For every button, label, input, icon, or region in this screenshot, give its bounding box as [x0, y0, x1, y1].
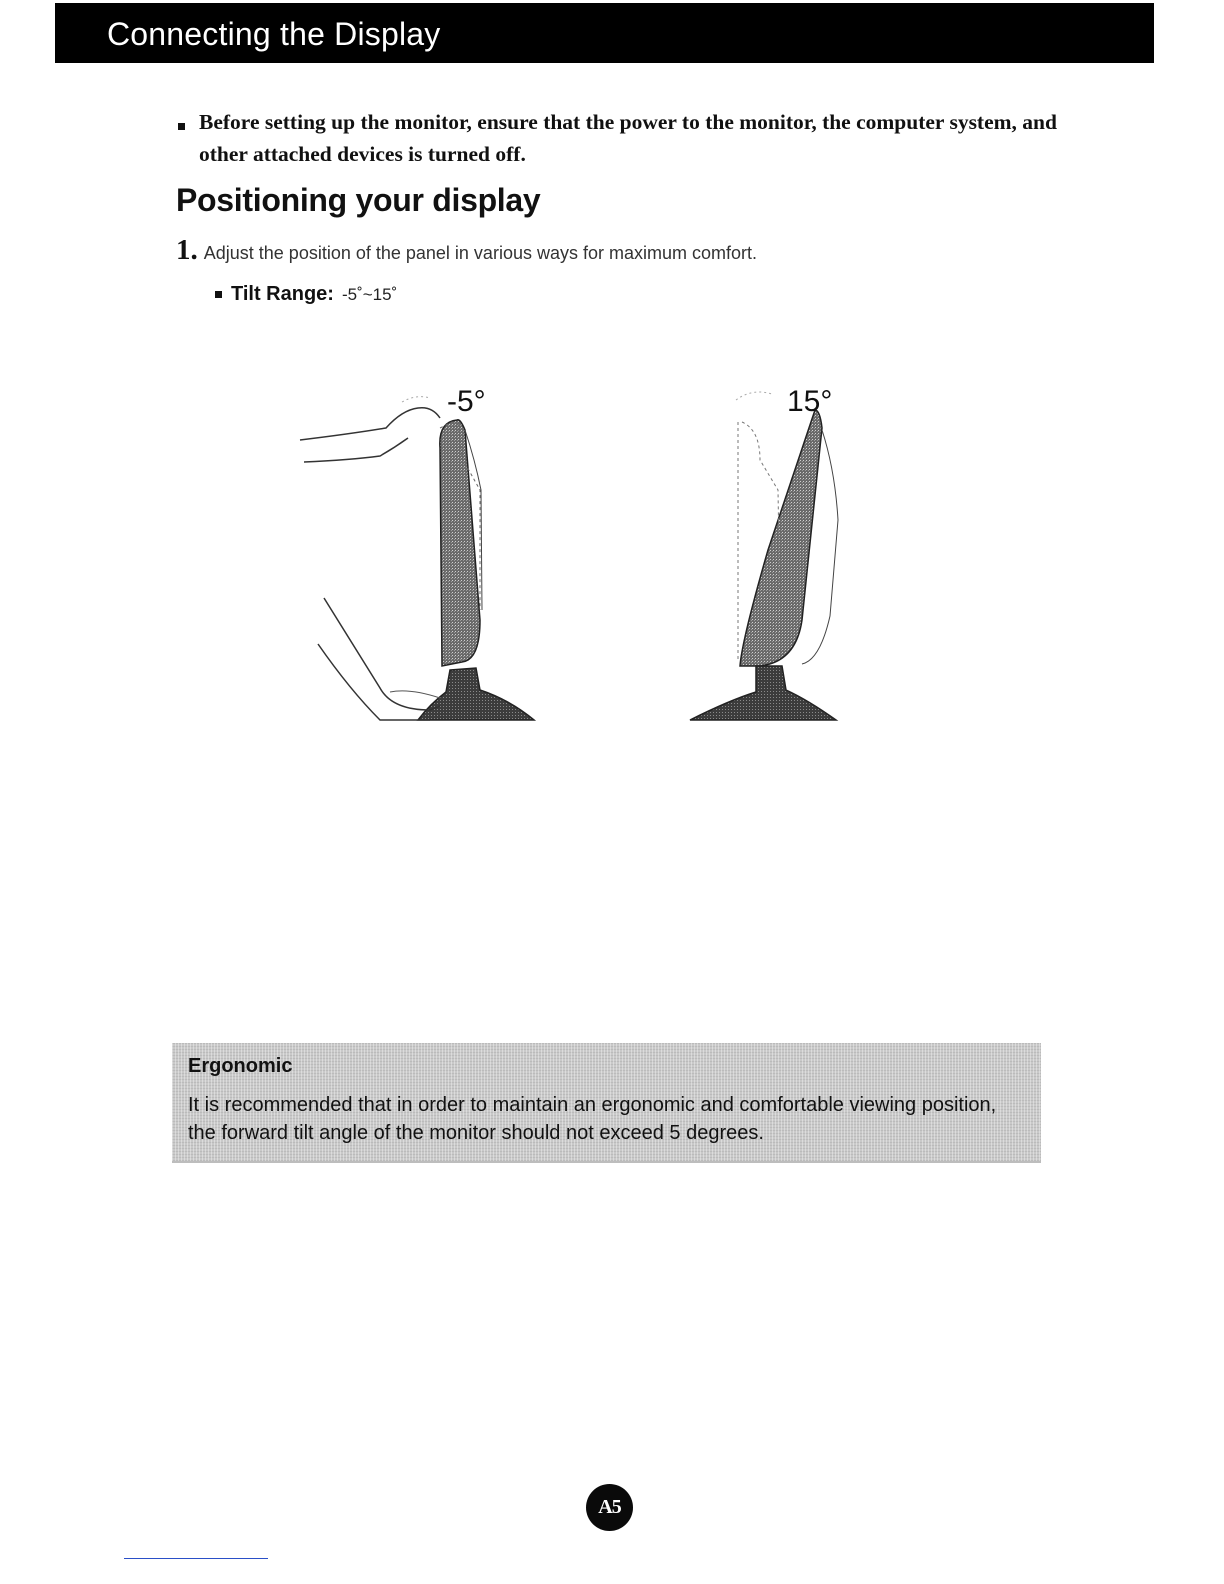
bullet-icon: [178, 123, 185, 130]
step-number: 1.: [176, 234, 198, 266]
tilt-range-label: Tilt Range:: [231, 283, 334, 305]
power-warning-text: Before setting up the monitor, ensure that the power to the monitor, the computer system, and other attached devices is turned off.: [199, 110, 1057, 166]
ergonomic-note: [172, 1043, 1041, 1163]
section-heading: Positioning your display: [176, 182, 541, 218]
page-number-badge: [586, 1484, 633, 1531]
step-text: Adjust the position of the panel in various ways for maximum comfort.: [203, 243, 757, 263]
bullet-icon: [215, 291, 222, 298]
step-1: [176, 236, 757, 267]
monitor-tilt-diagram: [290, 370, 850, 730]
tilt-illustration: [290, 370, 850, 730]
angle-label-forward: -5°: [447, 385, 486, 418]
tilt-range: [215, 280, 397, 309]
angle-label-back: 15°: [787, 385, 833, 418]
tilt-range-value: -5˚~15˚: [341, 285, 398, 304]
note-text: It is recommended that in order to maintain an ergonomic and comfortable viewing position, the forward tilt angle of the monitor should not exceed 5 degrees.: [188, 1094, 997, 1144]
page-title: Connecting the Display: [107, 16, 441, 52]
footer-divider: [124, 1558, 268, 1559]
note-title: Ergonomic: [188, 1055, 293, 1077]
header-bar: [55, 3, 1154, 63]
monitor-back-tilt: [690, 392, 838, 720]
page-number: A5: [598, 1496, 621, 1518]
monitor-forward-tilt: [300, 397, 534, 720]
